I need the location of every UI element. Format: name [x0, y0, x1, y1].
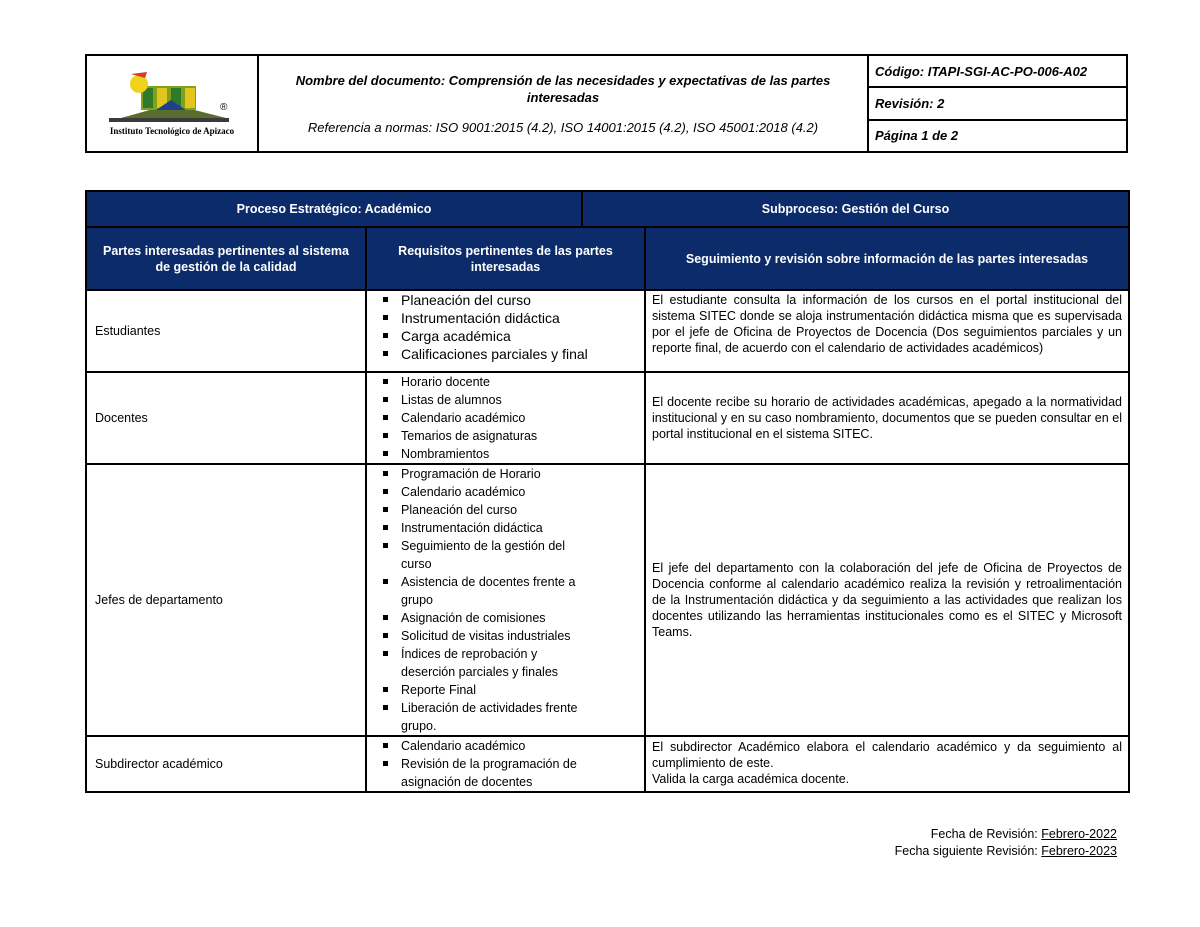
requirements-cell — [366, 372, 645, 464]
list-item: Temarios de asignaturas — [383, 427, 644, 445]
registered-mark: ® — [220, 102, 228, 113]
requirements-list — [367, 737, 593, 791]
requirements-cell — [366, 290, 645, 372]
list-item: Reporte Final — [383, 681, 593, 699]
revision-label: Fecha de Revisión: — [930, 827, 1038, 841]
list-item: Calendario académico — [383, 409, 644, 427]
requirements-cell — [366, 736, 645, 792]
review-line: El subdirector Académico elabora el calendario académico y da seguimiento al cumplimiento de este. — [652, 740, 1122, 770]
requirements-list — [367, 465, 593, 735]
list-item: Planeación del curso — [383, 291, 644, 309]
review-cell — [645, 736, 1129, 792]
review-cell: El estudiante consulta la información de los cursos en el portal institucional del sistema SITEC donde se aloja instrumentación didáctica misma que es supervisada por el jefe de Oficina de Proyectos de Docencia (Dos seguimientos parciales y un reporte final, de acuerdo con el calendario de actividades académicos) — [645, 290, 1129, 372]
table-row — [86, 736, 1129, 792]
review-cell: El jefe del departamento con la colaboración del jefe de Oficina de Proyectos de Docencia conforme al calendario académico realiza la revisión y retroalimentación de la Instrumentación didáctica y da seguimiento a las actividades que realizan los docentes utilizando las herramientas institucionales como es el SITEC y Microsoft Teams. — [645, 464, 1129, 736]
list-item: Nombramientos — [383, 445, 644, 463]
logo-cell — [87, 56, 259, 151]
list-item: Listas de alumnos — [383, 391, 644, 409]
revision-footer — [895, 826, 1117, 860]
process-cell: Proceso Estratégico: Académico — [86, 191, 582, 227]
next-revision-line — [895, 843, 1117, 860]
column-header: Requisitos pertinentes de las partes interesadas — [366, 227, 645, 290]
requirements-list — [367, 373, 644, 463]
party-cell: Estudiantes — [86, 290, 366, 372]
list-item: Seguimiento de la gestión del curso — [383, 537, 593, 573]
list-item: Calendario académico — [383, 483, 593, 501]
party-cell: Jefes de departamento — [86, 464, 366, 736]
revision-date-line — [895, 826, 1117, 843]
list-item: Calendario académico — [383, 737, 593, 755]
list-item: Calificaciones parciales y final — [383, 345, 644, 363]
list-item: Asignación de comisiones — [383, 609, 593, 627]
table-row — [86, 290, 1129, 372]
requirements-cell — [366, 464, 645, 736]
institute-logo-icon — [101, 66, 243, 126]
revision-date: Febrero-2022 — [1041, 827, 1117, 841]
list-item: Horario docente — [383, 373, 644, 391]
review-cell: El docente recibe su horario de actividades académicas, apegado a la normatividad institucional y en su caso nombramiento, documentos que se pueden consultar en el portal institucional en el sistema SITEC. — [645, 372, 1129, 464]
list-item: Solicitud de visitas industriales — [383, 627, 593, 645]
stakeholder-table — [85, 190, 1130, 793]
document-control — [869, 56, 1126, 151]
norm-reference: Referencia a normas: ISO 9001:2015 (4.2), ISO 14001:2015 (4.2), ISO 45001:2018 (4.2) — [307, 120, 819, 135]
list-item: Revisión de la programación de asignación de docentes — [383, 755, 593, 791]
document-name: Nombre del documento: Comprensión de las necesidades y expectativas de las partes interesadas — [295, 73, 831, 105]
review-line: Valida la carga académica docente. — [652, 772, 850, 786]
table-row — [86, 464, 1129, 736]
document-code: Código: ITAPI-SGI-AC-PO-006-A02 — [875, 63, 1088, 79]
column-header: Partes interesadas pertinentes al sistema de gestión de la calidad — [86, 227, 366, 290]
document-header — [85, 54, 1128, 153]
party-cell: Subdirector académico — [86, 736, 366, 792]
column-header: Seguimiento y revisión sobre información de las partes interesadas — [645, 227, 1129, 290]
logo-caption: Instituto Tecnológico de Apizaco — [109, 126, 235, 136]
list-item: Instrumentación didáctica — [383, 519, 593, 537]
next-revision-label: Fecha siguiente Revisión: — [894, 844, 1038, 858]
list-item: Programación de Horario — [383, 465, 593, 483]
list-item: Asistencia de docentes frente a grupo — [383, 573, 593, 609]
next-revision-date: Febrero-2023 — [1041, 844, 1117, 858]
list-item: Índices de reprobación y deserción parciales y finales — [383, 645, 593, 681]
document-title-cell — [259, 56, 869, 151]
subprocess-cell: Subproceso: Gestión del Curso — [582, 191, 1129, 227]
document-revision: Revisión: 2 — [869, 86, 1126, 118]
party-cell: Docentes — [86, 372, 366, 464]
page-number: Página 1 de 2 — [869, 119, 1126, 151]
list-item: Planeación del curso — [383, 501, 593, 519]
table-row — [86, 372, 1129, 464]
list-item: Instrumentación didáctica — [383, 309, 644, 327]
list-item: Liberación de actividades frente grupo. — [383, 699, 593, 735]
requirements-list — [367, 291, 644, 363]
list-item: Carga académica — [383, 327, 644, 345]
